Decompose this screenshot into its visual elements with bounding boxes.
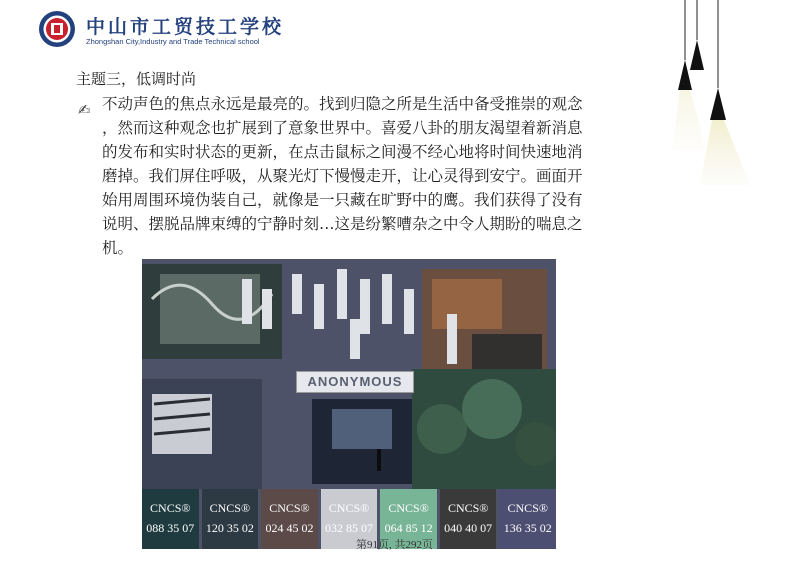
page-number: 第91页, 共292页 (356, 539, 433, 551)
topic-heading: 主题三，低调时尚 (76, 70, 197, 88)
paragraph-line: 磨掉。我们屏住呼吸，从聚光灯下慢慢走开，让心灵得到安宁。画面开 (102, 167, 583, 185)
swatch-code: 136 35 02 (503, 521, 552, 535)
paragraph-line: 机。 (102, 239, 134, 257)
school-name-en: Zhongshan City,Industry and Trade Technical school (86, 37, 260, 46)
color-swatch (499, 489, 556, 549)
swatch-code: 120 35 02 (205, 521, 254, 535)
paragraph-line: ，然而这种观念也扩展到了意象世界中。喜爱八卦的朋友渴望着新消息 (102, 119, 583, 137)
swatch-code: 064 85 12 (384, 521, 433, 535)
paragraph-line: 不动声色的焦点永远是最亮的。找到归隐之所是生活中备受推崇的观念 (102, 95, 583, 113)
swatch-brand: CNCS® (269, 501, 310, 515)
swatch-code: 032 85 07 (325, 521, 374, 535)
swatch-code: 024 45 02 (265, 521, 314, 535)
anonymous-badge: ANONYMOUS (296, 371, 414, 393)
paragraph-line: 始用周围环境伪装自己，就像是一只藏在旷野中的鹰。我们获得了没有 (102, 191, 583, 209)
body-paragraph (102, 92, 712, 260)
school-name-cn: 中山市工贸技工学校 (86, 16, 285, 38)
color-swatch (202, 489, 259, 549)
paragraph-line: 说明、摆脱品牌束缚的宁静时刻…这是纷繁嘈杂之中令人期盼的喘息之 (102, 215, 583, 233)
color-swatch (142, 489, 199, 549)
swatch-brand: CNCS® (150, 501, 191, 515)
color-swatch-row (142, 489, 556, 549)
swatch-brand: CNCS® (388, 501, 429, 515)
color-swatch (440, 489, 497, 549)
pen-bullet-icon: ✍ (78, 101, 91, 119)
swatch-brand: CNCS® (209, 501, 251, 515)
paragraph-line: 的发布和实时状态的更新，在点击鼠标之间漫不经心地将时间快速地消 (102, 143, 583, 161)
swatch-code: 040 40 07 (444, 521, 493, 535)
school-emblem-icon (38, 10, 76, 48)
swatch-brand: CNCS® (507, 501, 548, 515)
swatch-brand: CNCS® (447, 501, 489, 515)
swatch-code: 088 35 07 (146, 521, 195, 535)
swatch-brand: CNCS® (328, 501, 370, 515)
color-swatch (261, 489, 318, 549)
